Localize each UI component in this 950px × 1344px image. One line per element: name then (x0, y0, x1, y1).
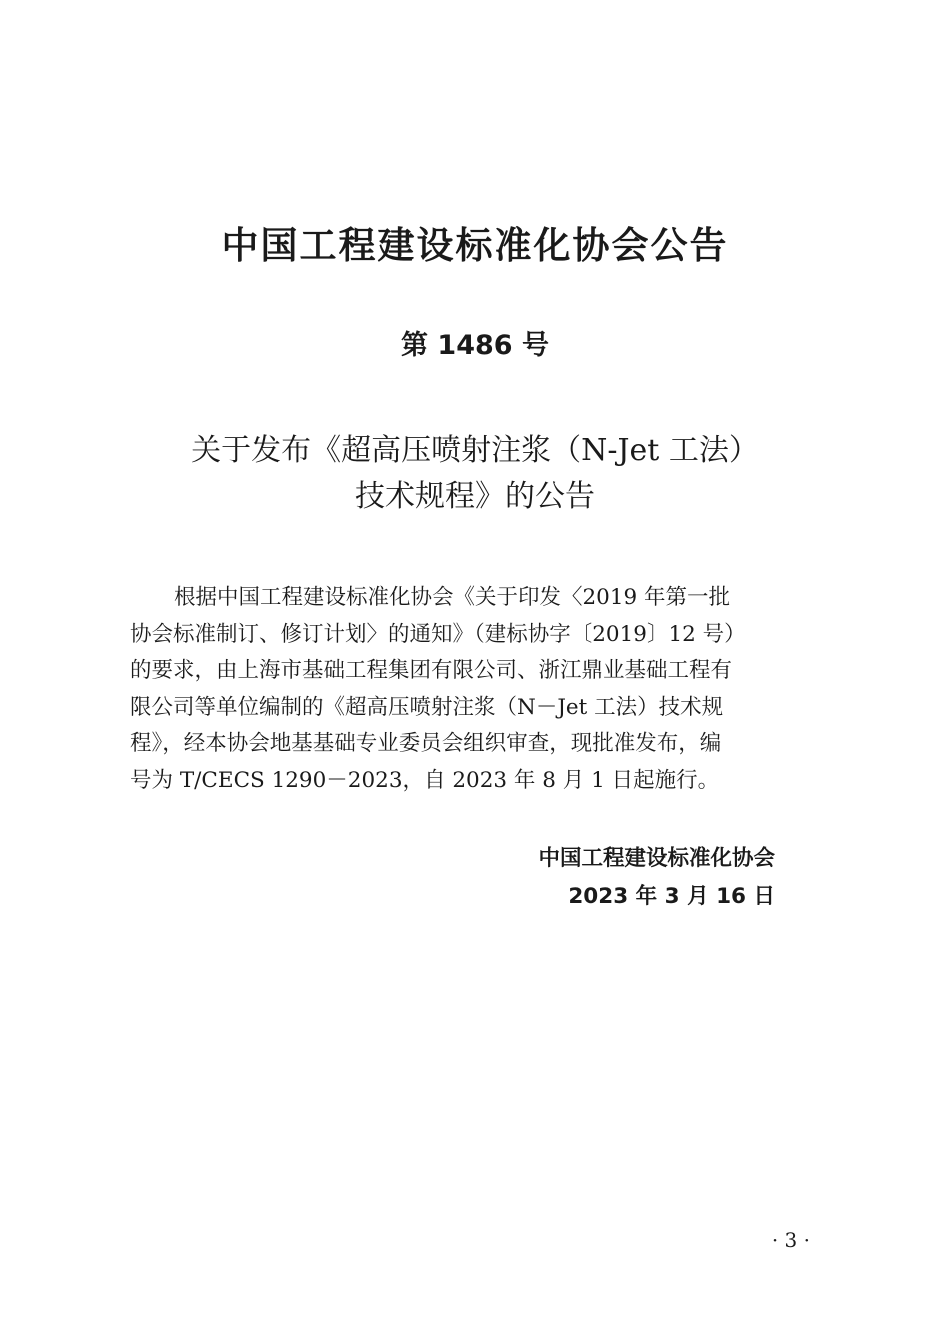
signature-organization: 中国工程建设标准化协会 (538, 846, 775, 871)
organization-title: 中国工程建设标准化协会公告 (221, 224, 729, 267)
notice-title-line-2: 技术规程》的公告 (355, 479, 595, 514)
page-number: · 3 · (771, 1228, 810, 1252)
notice-title (0, 428, 950, 520)
announcement-number: 第 1486 号 (401, 330, 549, 361)
body-line: 协会标准制订、修订计划〉的通知》（建标协字〔2019〕12 号） (130, 621, 746, 647)
announcement-body (130, 580, 827, 799)
signature-date: 2023 年 3 月 16 日 (568, 884, 775, 909)
body-line: 根据中国工程建设标准化协会《关于印发〈2019 年第一批 (174, 585, 731, 610)
body-line: 号为 T/CECS 1290－2023，自 2023 年 8 月 1 日起施行。 (130, 767, 720, 793)
body-line: 限公司等单位编制的《超高压喷射注浆（N－Jet 工法）技术规 (130, 694, 724, 720)
notice-title-line-1: 关于发布《超高压喷射注浆（N-Jet 工法） (191, 433, 759, 468)
body-line: 的要求，由上海市基础工程集团有限公司、浙江鼎业基础工程有 (130, 658, 733, 683)
body-line: 程》，经本协会地基基础专业委员会组织审查，现批准发布，编 (130, 731, 722, 756)
signature-block (538, 840, 775, 916)
